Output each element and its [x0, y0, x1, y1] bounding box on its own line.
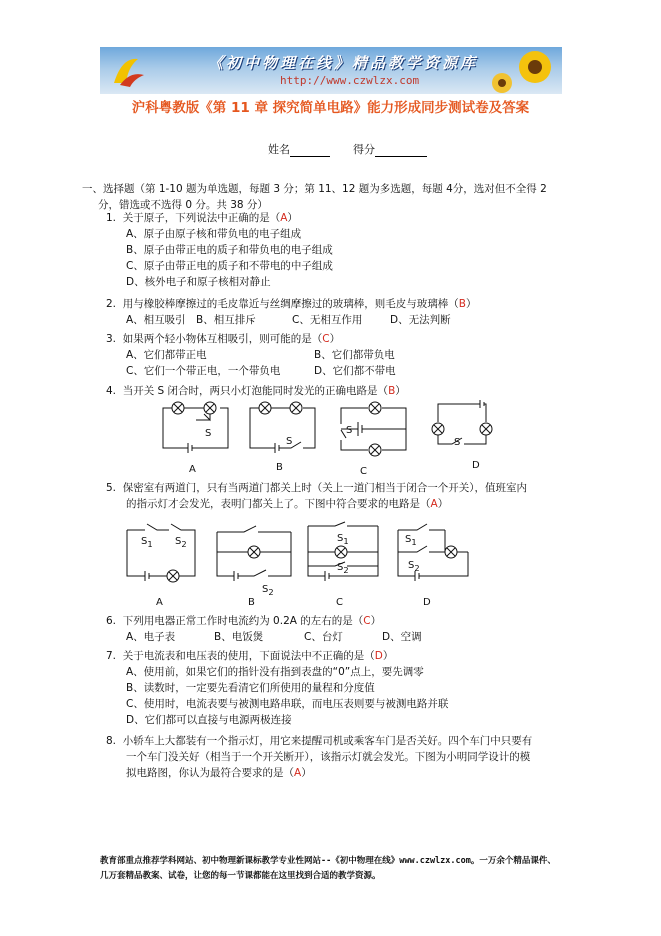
banner-title: 《初中物理在线》精品教学资源库: [208, 54, 479, 72]
sunflower-image: [480, 47, 560, 94]
switch-label: S: [205, 428, 212, 439]
section-heading: [82, 181, 612, 213]
circuit-diagram-5a: [125, 520, 197, 584]
question-number: 1.: [106, 212, 117, 224]
switch-label: $S_2$: [337, 562, 349, 575]
switch-label: $S_1$: [337, 533, 349, 546]
option: C、原子由带正电的质子和不带电的中子组成: [126, 260, 333, 272]
option: A、电子表: [126, 631, 176, 643]
figure-label: C: [336, 597, 343, 608]
section-heading-line1: 一、选择题（第 1-10 题为单选题，每题 3 分；第 11、12 题为多选题，每题 4分，选对但不全得 2: [82, 183, 547, 195]
question-number: 3.: [106, 333, 117, 345]
answer: A: [294, 767, 302, 779]
option: B、读数时，一定要先看清它们所使用的量程和分度值: [126, 682, 375, 694]
option: D、它们都不带电: [314, 365, 396, 377]
circuit-diagram-4a: [160, 400, 230, 455]
figure-label: D: [423, 597, 431, 608]
footer-line1: 教育部重点推荐学科网站、初中物理新课标教学专业性网站--《初中物理在线》www.czwlzx.com。一万余个精品课件、: [100, 856, 556, 866]
option: B、相互排斥: [196, 314, 256, 326]
header-banner: [100, 47, 562, 94]
question-number: 4.: [106, 385, 117, 397]
option: C、台灯: [304, 631, 343, 643]
site-logo: [108, 53, 148, 89]
page-footer: [100, 854, 580, 884]
figure-label: D: [472, 460, 480, 471]
circuit-diagram-5b: [214, 520, 294, 596]
option: D、它们都可以直接与电源两极连接: [126, 714, 292, 726]
switch-label: S: [286, 436, 293, 447]
document-title: 沪科粤教版《第 11 章 探究简单电路》能力形成同步测试卷及答案: [131, 100, 530, 116]
switch-label: $S_2$: [262, 584, 274, 597]
option: D、核外电子和原子核相对静止: [126, 276, 271, 288]
figure-label: A: [156, 597, 163, 608]
option: B、它们都带负电: [314, 349, 395, 361]
answer: A: [280, 212, 288, 224]
option: A、相互吸引: [126, 314, 186, 326]
banner-url[interactable]: http://www.czwlzx.com: [280, 74, 420, 87]
name-label: 姓名: [268, 143, 290, 156]
question-7: 7. 关于电流表和电压表的使用，下面说法中不正确的是（D） A、使用前，如果它们的指针没有指到表盘的“0”点上，要先调零 B、读数时，一定要先看清它们所使用的量程和分度值 C、使用时，电流表要与被测电路串联，而电压表则要与被测电路并联 D、它们都可以直接与电源两极连接: [106, 648, 626, 728]
switch-label: $S_1$: [405, 534, 417, 547]
option: B、原子由带正电的质子和带负电的电子组成: [126, 244, 333, 256]
switch-label: $S_2$: [408, 560, 420, 573]
answer: A: [430, 498, 438, 510]
option: D、无法判断: [390, 314, 451, 326]
switch-label: S: [346, 425, 353, 436]
option: A、它们都带正电: [126, 349, 207, 361]
answer: B: [458, 298, 466, 310]
figure-label: A: [189, 464, 196, 475]
question-1: 1. 关于原子，下列说法中正确的是（A） A、原子由原子核和带负电的电子组成 B、原子由带正电的质子和带负电的电子组成 C、原子由带正电的质子和不带电的中子组成 D、核外电子和原子核相对静止: [106, 210, 606, 290]
option: D、空调: [382, 631, 422, 643]
question-number: 2.: [106, 298, 117, 310]
switch-label: $S_2$: [175, 536, 187, 549]
question-2: 2. 用与橡胶棒摩擦过的毛皮靠近与丝绸摩擦过的玻璃棒，则毛皮与玻璃棒（B） A、相互吸引 B、相互排斥 C、无相互作用 D、无法判断: [106, 298, 477, 326]
answer: B: [388, 385, 396, 397]
section-heading-line2: 分，错选或不选得 0 分。共 38 分）: [98, 199, 268, 211]
figure-label: B: [248, 597, 255, 608]
option: B、电饭煲: [214, 631, 264, 643]
question-number: 5.: [106, 482, 117, 494]
name-blank[interactable]: [290, 144, 330, 157]
question-3: 3. 如果两个轻小物体互相吸引，则可能的是（C） A、它们都带正电 B、它们都带负电 C、它们一个带正电，一个带负电 D、它们都不带电: [106, 333, 396, 377]
figure-label: C: [360, 466, 367, 477]
question-8: 8. 小轿车上大都装有一个指示灯，用它来提醒司机或乘客车门是否关好。四个车门中只要有 一个车门没关好（相当于一个开关断开），该指示灯就会发光。下图为小明同学设计的模 拟电路图，你认为最符合要求的是（A）: [106, 735, 533, 779]
figure-label: B: [276, 462, 283, 473]
option: A、使用前，如果它们的指针没有指到表盘的“0”点上，要先调零: [126, 666, 424, 678]
score-blank[interactable]: [375, 144, 427, 157]
question-number: 6.: [106, 615, 117, 627]
question-5: 5. 保密室有两道门，只有当两道门都关上时（关上一道门相当于闭合一个开关），值班室内 的指示灯才会发光，表明门都关上了。下图中符合要求的电路是（A）: [106, 482, 527, 510]
switch-label: S: [454, 437, 461, 448]
option: C、使用时，电流表要与被测电路串联，而电压表则要与被测电路并联: [126, 698, 449, 710]
footer-line2: 几万套精品教案、试卷，让您的每一节课都能在这里找到合适的教学资源。: [100, 871, 381, 881]
option: C、无相互作用: [292, 314, 363, 326]
question-number: 8.: [106, 735, 117, 747]
answer: C: [322, 333, 330, 345]
switch-label: $S_1$: [141, 536, 153, 549]
score-label: 得分: [353, 143, 375, 156]
circuit-diagram-4d: [428, 400, 500, 455]
answer: C: [363, 615, 371, 627]
answer: D: [374, 650, 383, 662]
question-number: 7.: [106, 650, 117, 662]
circuit-diagram-5d: [395, 524, 471, 582]
option: A、原子由原子核和带负电的电子组成: [126, 228, 302, 240]
circuit-diagram-4b: [247, 400, 317, 455]
name-score-line: [268, 141, 427, 157]
option: C、它们一个带正电，一个带负电: [126, 365, 281, 377]
question-6: 6. 下列用电器正常工作时电流约为 0.2A 的左右的是（C） A、电子表 B、电饭煲 C、台灯 D、空调: [106, 615, 422, 643]
question-4: 4. 当开关 S 闭合时，两只小灯泡能同时发光的正确电路是（B）: [106, 385, 406, 397]
